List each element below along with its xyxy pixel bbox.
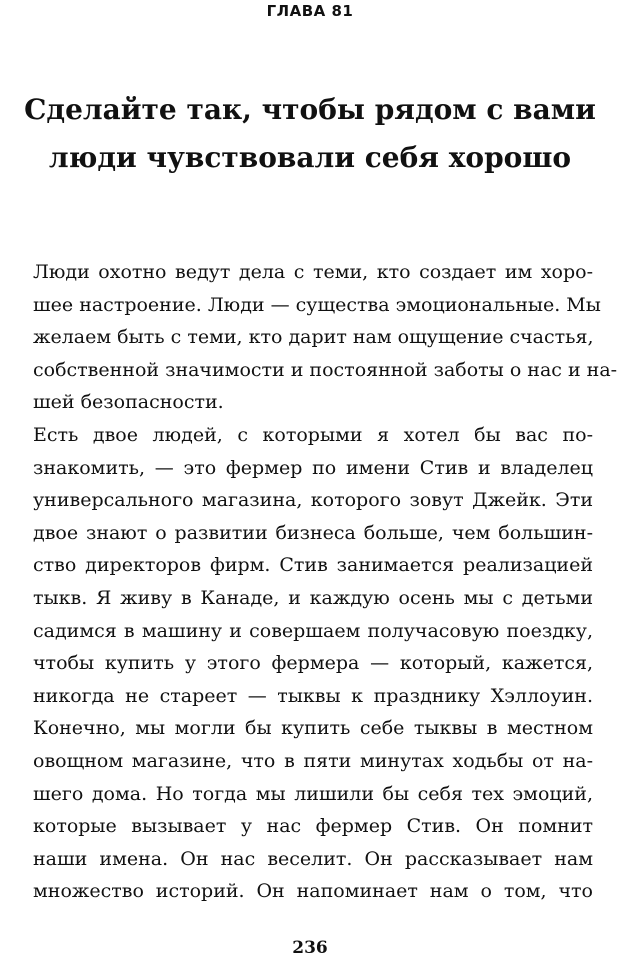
text-line: тыкв. Я живу в Канаде, и каждую осень мы с детьми bbox=[33, 586, 593, 609]
text-line: никогда не стареет — тыквы к празднику Хэллоуин. bbox=[33, 684, 593, 707]
text-line: двое знают о развитии бизнеса больше, чем большин- bbox=[33, 521, 593, 544]
text-line: Есть двое людей, с которыми я хотел бы вас по- bbox=[33, 423, 593, 446]
text-line: шего дома. Но тогда мы лишили бы себя тех эмоций, bbox=[33, 782, 593, 805]
page-number: 236 bbox=[292, 938, 328, 958]
text-line: собственной значимости и постоянной заботы о нас и на- bbox=[33, 358, 618, 381]
text-line: универсального магазина, которого зовут Джейк. Эти bbox=[33, 489, 593, 512]
text-line: садимся в машину и совершаем получасовую поездку, bbox=[33, 619, 593, 642]
text-line: множество историй. Он напоминает нам о том, что bbox=[33, 880, 593, 903]
text-line: чтобы купить у этого фермера — который, кажется, bbox=[33, 652, 593, 675]
text-line: Конечно, мы могли бы купить себе тыквы в местном bbox=[33, 717, 593, 740]
text-line: ство директоров фирм. Стив занимается реализацией bbox=[33, 554, 593, 577]
text-line: знакомить, — это фермер по имени Стив и владелец bbox=[33, 456, 593, 479]
text-line: шее настроение. Люди — существа эмоциональные. Мы bbox=[33, 293, 601, 316]
text-line: овощном магазине, что в пяти минутах ходьбы от на- bbox=[33, 749, 593, 772]
body-text bbox=[33, 256, 618, 908]
chapter-title-line-2: люди чувствовали себя хорошо bbox=[48, 141, 572, 174]
running-head: ГЛАВА 81 bbox=[266, 2, 354, 20]
text-line: желаем быть с теми, кто дарит нам ощущение счастья, bbox=[33, 326, 594, 349]
text-line: наши имена. Он нас веселит. Он рассказывает нам bbox=[33, 847, 593, 870]
text-line: которые вызывает у нас фермер Стив. Он помнит bbox=[33, 815, 593, 838]
text-line: шей безопасности. bbox=[33, 391, 224, 414]
chapter-title-line-1: Сделайте так, чтобы рядом с вами bbox=[24, 93, 596, 126]
chapter-title bbox=[20, 86, 600, 182]
text-line: Люди охотно ведут дела с теми, кто создает им хоро- bbox=[33, 261, 593, 283]
